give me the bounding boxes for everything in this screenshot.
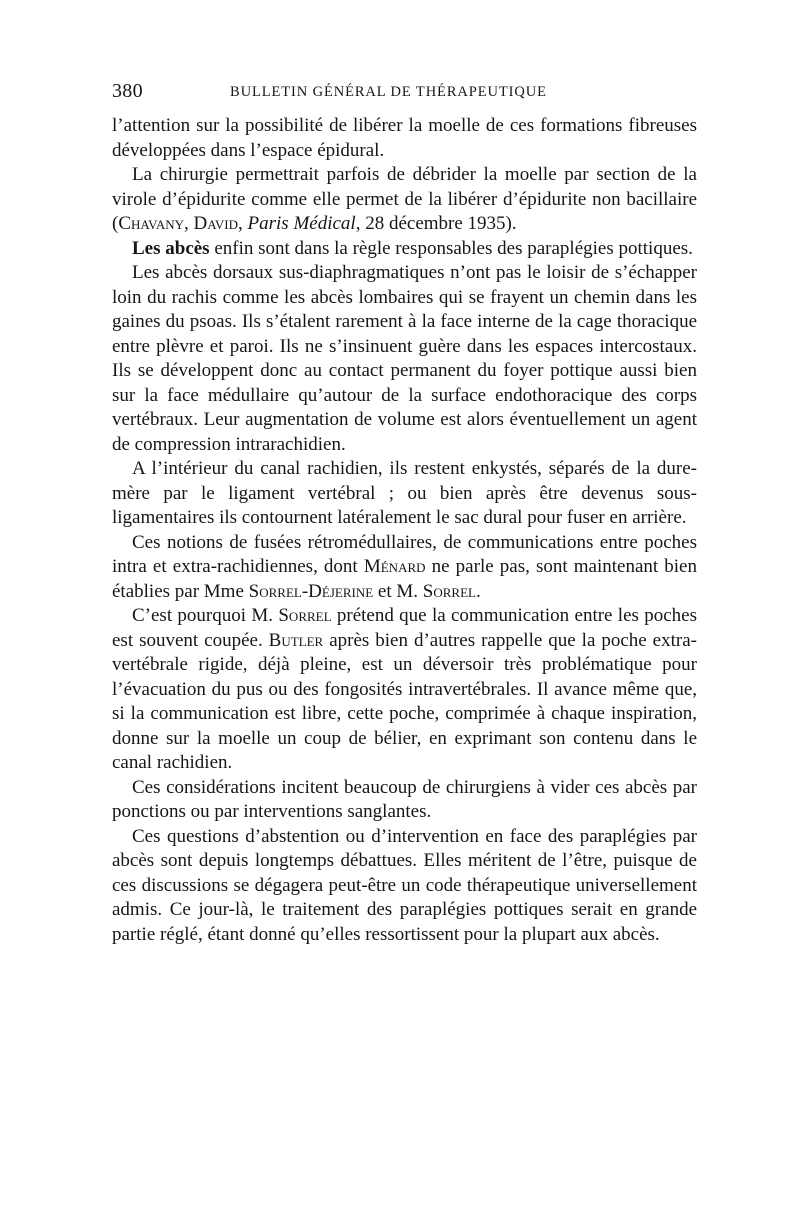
paragraph-9 [112, 825, 697, 948]
paragraph-2-sep-2: , [238, 213, 248, 234]
paragraph-3-text: enfin sont dans la règle responsables des paraplégies pottiques. [209, 237, 693, 259]
paragraph-5 [112, 457, 697, 531]
paragraph-1 [112, 114, 697, 163]
page-number: 380 [112, 80, 143, 102]
paragraph-7-text-a: C’est pourquoi M. [132, 605, 279, 626]
paragraph-2-text-b: , 28 décembre 1935). [355, 213, 517, 234]
section-heading-abces: Les abcès [132, 237, 210, 259]
paragraph-7-text-c: après bien d’autres rappelle que la poche extra-vertébrale rigide, déjà pleine, est un déversoir très problématique pour l’évacuation du pus ou des fongosités intravertébrales. Il avance même que, si la communication est libre, cette poche, comprimée à chaque inspiration, donne sur la moelle un coup de bélier, en exprimant son contenu dans le canal rachidien. [112, 629, 697, 773]
paragraph-2 [112, 163, 697, 237]
body-text [112, 114, 697, 947]
paragraph-4-text: Les abcès dorsaux sus-diaphragmatiques n’ont pas le loisir de s’échapper loin du rachis comme les abcès lombaires qui se frayent un chemin dans les gaines du psoas. Ils s’étalent rarement à la face interne de la cage thoracique entre plèvre et paroi. Ils ne s’insinuent guère dans les espaces intercostaux. Ils se développent donc au contact permanent du foyer pottique aussi bien sur la face médullaire qu’autour de la surface endothoracique des corps vertébraux. Leur augmentation de volume est alors éventuellement un agent de compression intrarachidien. [112, 262, 697, 455]
paragraph-6-text-c: et M. [373, 580, 423, 602]
author-chavany: Chavany [118, 213, 184, 234]
paragraph-2-sep: , [183, 213, 194, 234]
author-sorrel: Sorrel [422, 580, 476, 602]
paragraph-4 [112, 261, 697, 457]
running-header [112, 76, 697, 106]
author-butler: Butler [268, 629, 324, 651]
paragraph-8 [112, 776, 697, 825]
paragraph-6-text-b: ne parle pas, sont maintenant bien établies par Mme [112, 556, 697, 602]
journal-title: Paris Médical [247, 213, 356, 234]
paragraph-7-text-b: prétend que la communication entre les poches est souvent coupée. [112, 605, 698, 651]
author-menard: Ménard [363, 556, 426, 577]
paragraph-6-text-a: Ces notions de fusées rétromédullaires, de communications entre poches intra et extra-rachidiennes, dont [112, 531, 697, 577]
author-sorrel-dejerine: Sorrel-Déjerine [248, 580, 374, 602]
author-sorrel-2: Sorrel [278, 605, 332, 626]
paragraph-8-text: Ces considérations incitent beaucoup de chirurgiens à vider ces abcès par ponctions ou par interventions sanglantes. [112, 776, 697, 822]
paragraph-5-text: A l’intérieur du canal rachidien, ils restent enkystés, séparés de la dure-mère par le ligament vertébral ; ou bien après être devenus sous-ligamentaires ils contournent latéralement le sac dural pour fuser en arrière. [112, 458, 697, 528]
paragraph-6 [112, 531, 697, 605]
paragraph-3 [112, 237, 697, 262]
paragraph-2-text-a: La chirurgie permettrait parfois de débrider la moelle par section de la virole d’épidurite comme elle permet de la libérer d’épidurite non bacillaire ( [112, 164, 697, 234]
book-page [112, 76, 697, 947]
paragraph-9-text: Ces questions d’abstention ou d’intervention en face des paraplégies par abcès sont depuis longtemps débattues. Elles méritent de l’être, puisque de ces discussions se dégagera peut-être un code thérapeutique universellement admis. Ce jour-là, le traitement des paraplégies pottiques serait en grande partie réglé, étant donné qu’elles ressortissent pour la plupart aux abcès. [112, 825, 697, 945]
author-david: David [193, 213, 239, 234]
running-title: BULLETIN GÉNÉRAL DE THÉRAPEUTIQUE [230, 84, 547, 100]
paragraph-1-text: l’attention sur la possibilité de libérer la moelle de ces formations fibreuses développées dans l’espace épidural. [112, 115, 697, 161]
paragraph-6-text-d: . [475, 580, 481, 602]
paragraph-7 [112, 604, 697, 776]
